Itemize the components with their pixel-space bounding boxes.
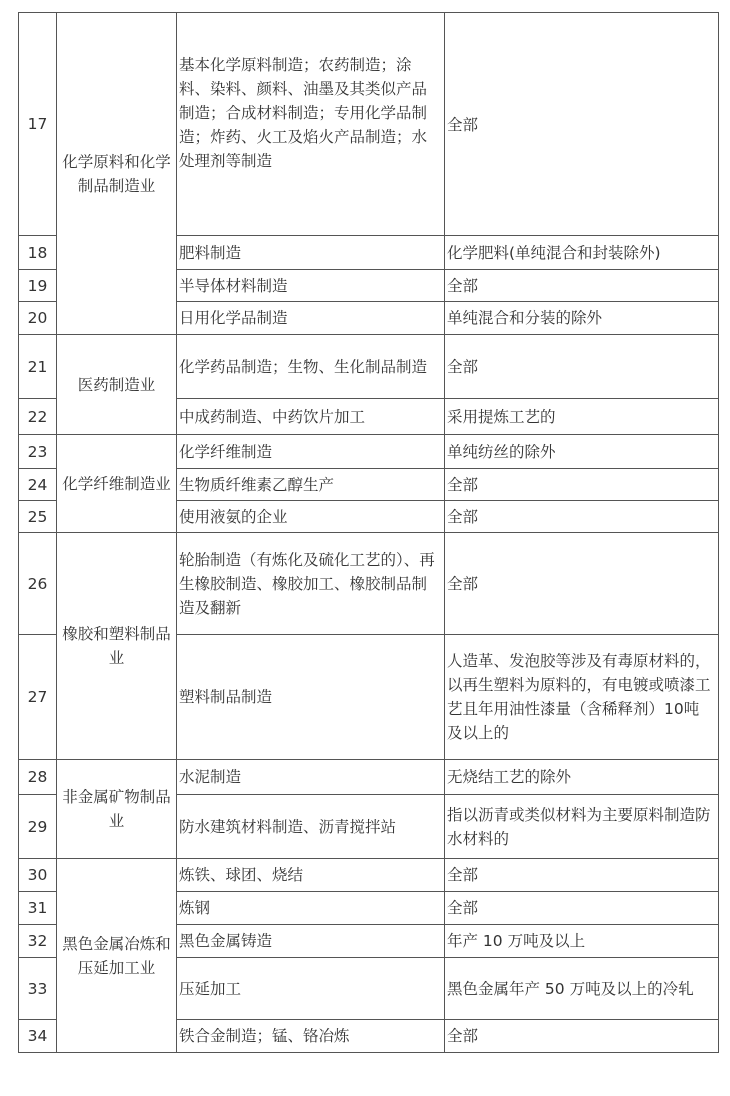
subcategory-cell: 压延加工 xyxy=(177,958,445,1020)
scope-cell: 全部 xyxy=(445,533,719,635)
subcategory-cell: 生物质纤维素乙醇生产 xyxy=(177,469,445,501)
subcategory-cell: 炼钢 xyxy=(177,892,445,925)
row-number: 23 xyxy=(19,435,57,469)
scope-cell: 人造革、发泡胶等涉及有毒原材料的，以再生塑料为原料的，有电镀或喷漆工艺且年用油性漆量（含稀释剂）10吨及以上的 xyxy=(445,635,719,760)
row-number: 29 xyxy=(19,795,57,859)
table-row xyxy=(19,13,719,236)
row-number: 27 xyxy=(19,635,57,760)
row-number: 17 xyxy=(19,13,57,236)
scope-cell: 全部 xyxy=(445,892,719,925)
subcategory-cell: 轮胎制造（有炼化及硫化工艺的）、再生橡胶制造、橡胶加工、橡胶制品制造及翻新 xyxy=(177,533,445,635)
scope-cell: 年产 10 万吨及以上 xyxy=(445,925,719,958)
row-number: 22 xyxy=(19,399,57,435)
subcategory-cell: 日用化学品制造 xyxy=(177,302,445,335)
table-row xyxy=(19,859,719,892)
subcategory-cell: 化学药品制造；生物、生化制品制造 xyxy=(177,335,445,399)
row-number: 20 xyxy=(19,302,57,335)
scope-cell: 无烧结工艺的除外 xyxy=(445,760,719,795)
subcategory-cell: 铁合金制造；锰、铬冶炼 xyxy=(177,1020,445,1053)
scope-cell: 化学肥料(单纯混合和封装除外) xyxy=(445,236,719,270)
scope-cell: 全部 xyxy=(445,1020,719,1053)
table-row xyxy=(19,435,719,469)
scope-cell: 全部 xyxy=(445,335,719,399)
row-number: 25 xyxy=(19,501,57,533)
row-number: 26 xyxy=(19,533,57,635)
row-number: 24 xyxy=(19,469,57,501)
row-number: 28 xyxy=(19,760,57,795)
scope-cell: 单纯混合和分装的除外 xyxy=(445,302,719,335)
subcategory-cell: 炼铁、球团、烧结 xyxy=(177,859,445,892)
subcategory-cell: 黑色金属铸造 xyxy=(177,925,445,958)
scope-cell: 全部 xyxy=(445,270,719,302)
subcategory-cell: 塑料制品制造 xyxy=(177,635,445,760)
subcategory-cell: 水泥制造 xyxy=(177,760,445,795)
table-row xyxy=(19,533,719,635)
subcategory-cell: 化学纤维制造 xyxy=(177,435,445,469)
industry-table xyxy=(18,12,719,1053)
subcategory-cell: 基本化学原料制造；农药制造；涂料、染料、颜料、油墨及其类似产品制造；合成材料制造；专用化学品制造；炸药、火工及焰火产品制造；水处理剂等制造 xyxy=(177,13,445,236)
row-number: 33 xyxy=(19,958,57,1020)
scope-cell: 指以沥青或类似材料为主要原料制造防水材料的 xyxy=(445,795,719,859)
scope-cell: 黑色金属年产 50 万吨及以上的冷轧 xyxy=(445,958,719,1020)
scope-cell: 采用提炼工艺的 xyxy=(445,399,719,435)
row-number: 19 xyxy=(19,270,57,302)
category-cell: 医药制造业 xyxy=(57,335,177,435)
row-number: 34 xyxy=(19,1020,57,1053)
subcategory-cell: 中成药制造、中药饮片加工 xyxy=(177,399,445,435)
table-row xyxy=(19,760,719,795)
row-number: 30 xyxy=(19,859,57,892)
category-cell: 化学原料和化学制品制造业 xyxy=(57,13,177,335)
scope-cell: 全部 xyxy=(445,13,719,236)
subcategory-cell: 肥料制造 xyxy=(177,236,445,270)
subcategory-cell: 使用液氨的企业 xyxy=(177,501,445,533)
category-cell: 黑色金属冶炼和压延加工业 xyxy=(57,859,177,1053)
subcategory-cell: 防水建筑材料制造、沥青搅拌站 xyxy=(177,795,445,859)
scope-cell: 全部 xyxy=(445,469,719,501)
scope-cell: 全部 xyxy=(445,501,719,533)
row-number: 21 xyxy=(19,335,57,399)
subcategory-cell: 半导体材料制造 xyxy=(177,270,445,302)
category-cell: 非金属矿物制品业 xyxy=(57,760,177,859)
scope-cell: 单纯纺丝的除外 xyxy=(445,435,719,469)
row-number: 32 xyxy=(19,925,57,958)
table-row xyxy=(19,335,719,399)
category-cell: 化学纤维制造业 xyxy=(57,435,177,533)
scope-cell: 全部 xyxy=(445,859,719,892)
row-number: 18 xyxy=(19,236,57,270)
category-cell: 橡胶和塑料制品业 xyxy=(57,533,177,760)
row-number: 31 xyxy=(19,892,57,925)
